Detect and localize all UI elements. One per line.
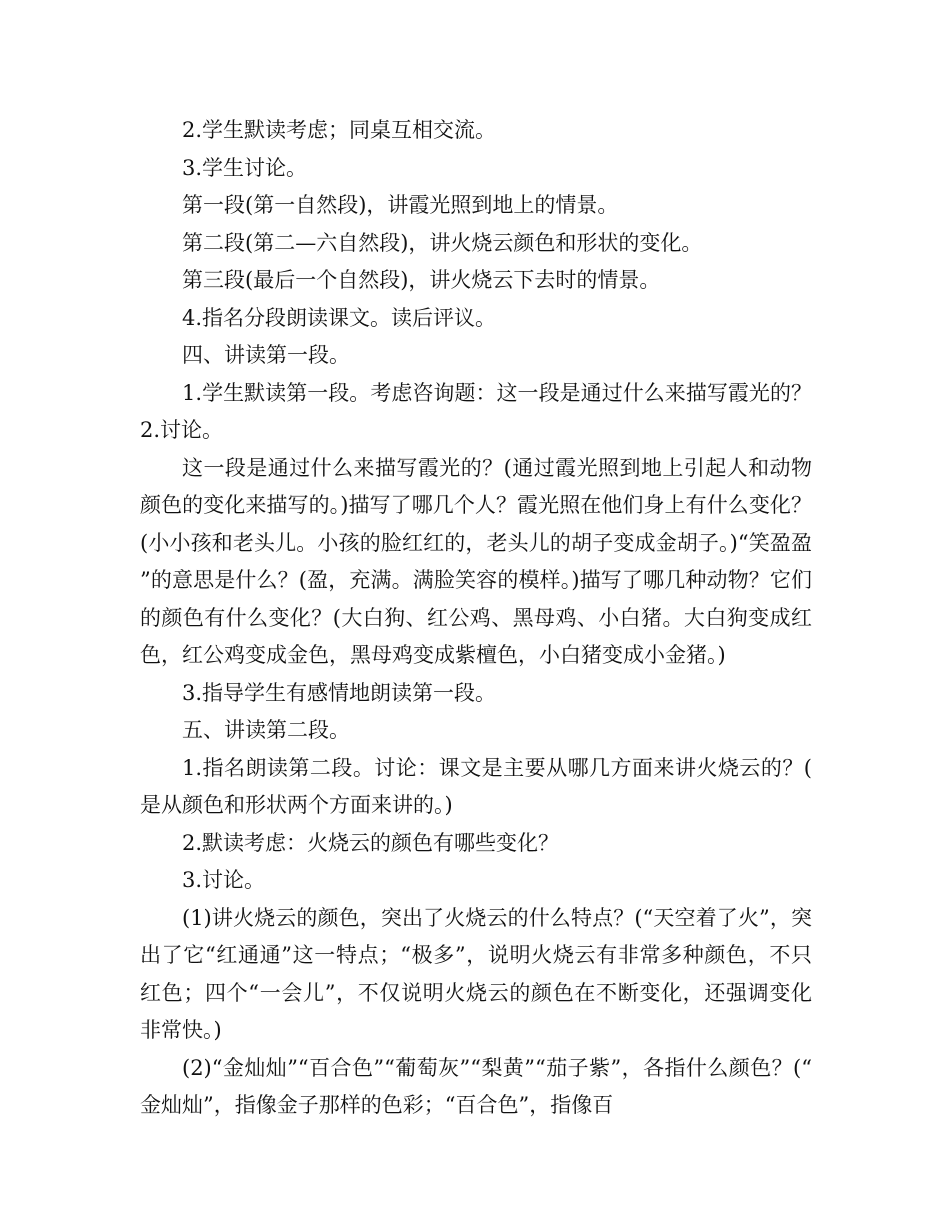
paragraph: 3.讨论。 (182, 868, 266, 892)
paragraph: 3.学生讨论。 (182, 155, 308, 180)
paragraph: 2.学生默读考虑；同桌互相交流。 (182, 118, 497, 142)
paragraph: 1.学生默读第一段。考虑咨询题：这一段是通过什么来描写霞光的？2.讨论。 (140, 380, 812, 442)
section-heading: 五、讲读第二段。 (182, 718, 350, 742)
paragraph: 第三段(最后一个自然段)，讲火烧云下去时的情景。 (182, 268, 661, 292)
document-page (140, 112, 812, 1125)
paragraph: 4.指名分段朗读课文。读后评议。 (182, 305, 497, 330)
section-heading: 四、讲读第一段。 (182, 343, 350, 367)
paragraph: 2.默读考虑：火烧云的颜色有哪些变化？ (182, 830, 560, 855)
paragraph: (1)讲火烧云的颜色，突出了火烧云的什么特点？(“天空着了火”，突出了它“红通通”这一特点；“极多”，说明火烧云有非常多种颜色，不只红色；四个“一会儿”，不仅说明火烧云的颜色在不断变化，还强调变化非常快。) (140, 905, 812, 1042)
paragraph: 这一段是通过什么来描写霞光的？(通过霞光照到地上引起人和动物颜色的变化来描写的。)描写了哪几个人？霞光照在他们身上有什么变化？(小小孩和老头儿。小孩的脸红红的，老头儿的胡子变成金胡子。)“笑盈盈”的意思是什么？(盈，充满。满脸笑容的模样。)描写了哪几种动物？它们的颜色有什么变化？(大白狗、红公鸡、黑母鸡、小白猪。大白狗变成红色，红公鸡变成金色，黑母鸡变成紫檀色，小白猪变成小金猪。) (140, 455, 812, 667)
paragraph: 第一段(第一自然段)，讲霞光照到地上的情景。 (182, 193, 619, 217)
paragraph: 3.指导学生有感情地朗读第一段。 (182, 680, 497, 705)
paragraph: 第二段(第二—六自然段)，讲火烧云颜色和形状的变化。 (182, 230, 703, 255)
paragraph: 1.指名朗读第二段。讨论：课文是主要从哪几方面来讲火烧云的？(是从颜色和形状两个方面来讲的。) (140, 755, 812, 817)
paragraph: (2)“金灿灿”“百合色”“葡萄灰”“梨黄”“茄子紫”，各指什么颜色？(“金灿灿”，指像金子那样的色彩；“百合色”，指像百 (140, 1055, 812, 1117)
